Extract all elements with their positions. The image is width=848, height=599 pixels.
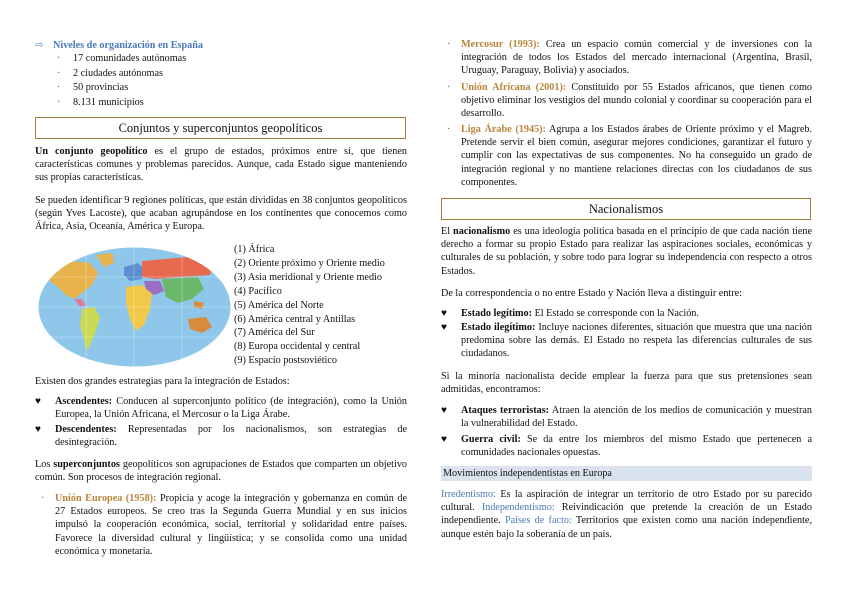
levels-item: · 2 ciudades autónomas: [35, 67, 407, 82]
conjunto-definition: Un conjunto geopolítico es el grupo de estados, próximos entre sí, que tienen características comunes y problemas parecidos. Aunque, cada Estado sigue manteniendo sus propias características.: [35, 146, 407, 184]
region-item: (6) América central y Antillas: [234, 313, 356, 325]
dot-icon: ·: [447, 124, 451, 135]
region-item: (2) Oriente próximo y Oriente medio: [234, 257, 385, 269]
heart-bullet-icon: ♥: [441, 405, 447, 416]
union-africana-item: · Unión Africana (2001): Constituido por 55 Estados africanos, que tienen como objetivo eliminar los vestigios del mundo colonial y coordinar su cooperación para el desarrollo.: [447, 82, 812, 120]
levels-item: · 17 comunidades autónomas: [35, 52, 407, 67]
movimientos-paragraph: Irredentismo: Es la aspiración de integrar un territorio de otro Estado por su parecido cultural. Independentismo: Reivindicación que pretende la creación de un Estado independiente. Países de facto: Territorios que existen como una nación independiente, aunque estén bajo la soberanía de un país.: [441, 489, 812, 540]
movimientos-title: Movimientos independentistas en Europa: [441, 466, 812, 481]
guerra-civil: ♥ Guerra civil: Se da entre los miembros del mismo Estado que pertenecen a comunidades nacionales opuestas.: [441, 434, 812, 459]
region-item: (3) Asia meridional y Oriente medio: [234, 271, 382, 283]
union-europea-item: · Unión Europea (1958): Propicia y acoge la integración y gobernanza en común de 27 Estados europeos. Se creo tras la Segunda Guerra Mundial y en sus inicios impulsó la cooperación económica, social, territorial y solidaridad entre países. Favorece la diversidad cultural y lingüística; y se consolida como una unidad económica y monetaria.: [41, 493, 407, 557]
nacionalismo-definition: El nacionalismo es una ideología política basada en el principio de que cada nación tiene derecho a formar su propio Estado para realizar las aspiraciones sociales, económicas y culturales de su población, y sobre todo para lograr su independencia con respecto a otros Estados.: [441, 226, 813, 277]
dot-icon: ·: [447, 39, 451, 50]
levels-item: · 8.131 municipios: [35, 96, 407, 111]
heart-bullet-icon: ♥: [441, 308, 447, 319]
levels-heading: Niveles de organización en España: [53, 40, 203, 51]
region-item: (9) Espacio postsoviético: [234, 355, 337, 367]
estado-ilegitimo: ♥ Estado ilegítimo: Incluye naciones diferentes, situación que muestra que una nación predomina sobre las demás. El Estado no respeta las diferencias culturales de sus ciudadanos.: [441, 322, 812, 360]
strategies-intro: Existen dos grandes estrategias para la integración de Estados:: [35, 376, 290, 387]
region-item: (8) Europa occidental y central: [234, 341, 361, 353]
region-item: (1) África: [234, 244, 275, 255]
strategy-descendentes: ♥ Descendentes: Representadas por los nacionalismos, son estrategias de desintegración.: [35, 424, 407, 449]
levels-heading-row: [35, 39, 407, 52]
heart-bullet-icon: ♥: [35, 424, 41, 435]
region-item: (4) Pacífico: [234, 285, 282, 297]
dot-icon: ·: [57, 82, 61, 94]
ataques-terroristas: ♥ Ataques terroristas: Atraen la atención de los medios de comunicación y muestran la vulnerabilidad del Estado.: [441, 405, 812, 430]
heart-bullet-icon: ♥: [441, 322, 447, 333]
dot-icon: ·: [41, 493, 45, 504]
dot-icon: ·: [57, 96, 61, 108]
dot-icon: ·: [57, 53, 61, 65]
regions-legend: [234, 243, 385, 368]
strategy-ascendentes: ♥ Ascendentes: Conducen al superconjunto político (de integración), como la Unión Europea, la Unión Africana, el Mercosur o la Liga Árabe.: [35, 396, 407, 421]
world-regions-map: [38, 247, 231, 367]
levels-item: · 50 provincias: [35, 81, 407, 96]
mercosur-item: · Mercosur (1993): Crea un espacio común comercial y de inversiones con la integración de todos los Estados del mercado internacional (Argentina, Brasil, Uruguay, Paraguay, Bolivia) y asociados.: [447, 39, 812, 77]
region-item: (5) América del Norte: [234, 299, 324, 311]
correspondencia-intro: De la correspondencia o no entre Estado y Nación lleva a distinguir entre:: [441, 288, 742, 299]
estado-legitimo: ♥ Estado legítimo: El Estado se corresponde con la Nación.: [441, 308, 699, 319]
heart-bullet-icon: ♥: [35, 396, 41, 407]
levels-section: [35, 39, 407, 111]
conjuntos-title: Conjuntos y superconjuntos geopolíticos: [35, 117, 406, 139]
region-item: (7) América del Sur: [234, 327, 315, 339]
liga-arabe-item: · Liga Árabe (1945): Agrupa a los Estados árabes de Oriente próximo y el Magreb. Pretende servir el bien común, asegurar mejores condiciones, garantizar el futuro y cumplir con las expectativas de sus componentes. No ha conseguido un grado de integración regional y no mantiene relaciones directas con los ciudadanos de sus componentes.: [447, 124, 813, 188]
regions-paragraph: Se pueden identificar 9 regiones políticas, que están divididas en 38 conjuntos geopolíticos (según Yves Lacoste), que acaban agrupándose en los continentes que conocemos como África, Asia, Oceanía, América y Europa.: [35, 195, 407, 233]
heart-bullet-icon: ♥: [441, 434, 447, 445]
dot-icon: ·: [57, 67, 61, 79]
minoria-paragraph: Si la minoría nacionalista decide emplear la fuerza para que sus pretensiones sean admitidas, encontramos:: [441, 371, 812, 396]
dot-icon: ·: [447, 82, 451, 93]
superconjuntos-definition: Los superconjuntos geopolíticos son agrupaciones de Estados que comparten un objetivo común. Son procesos de integración regional.: [35, 459, 408, 484]
nacionalismos-title: Nacionalismos: [441, 198, 811, 220]
arrow-right-icon: ⇨: [35, 40, 44, 51]
